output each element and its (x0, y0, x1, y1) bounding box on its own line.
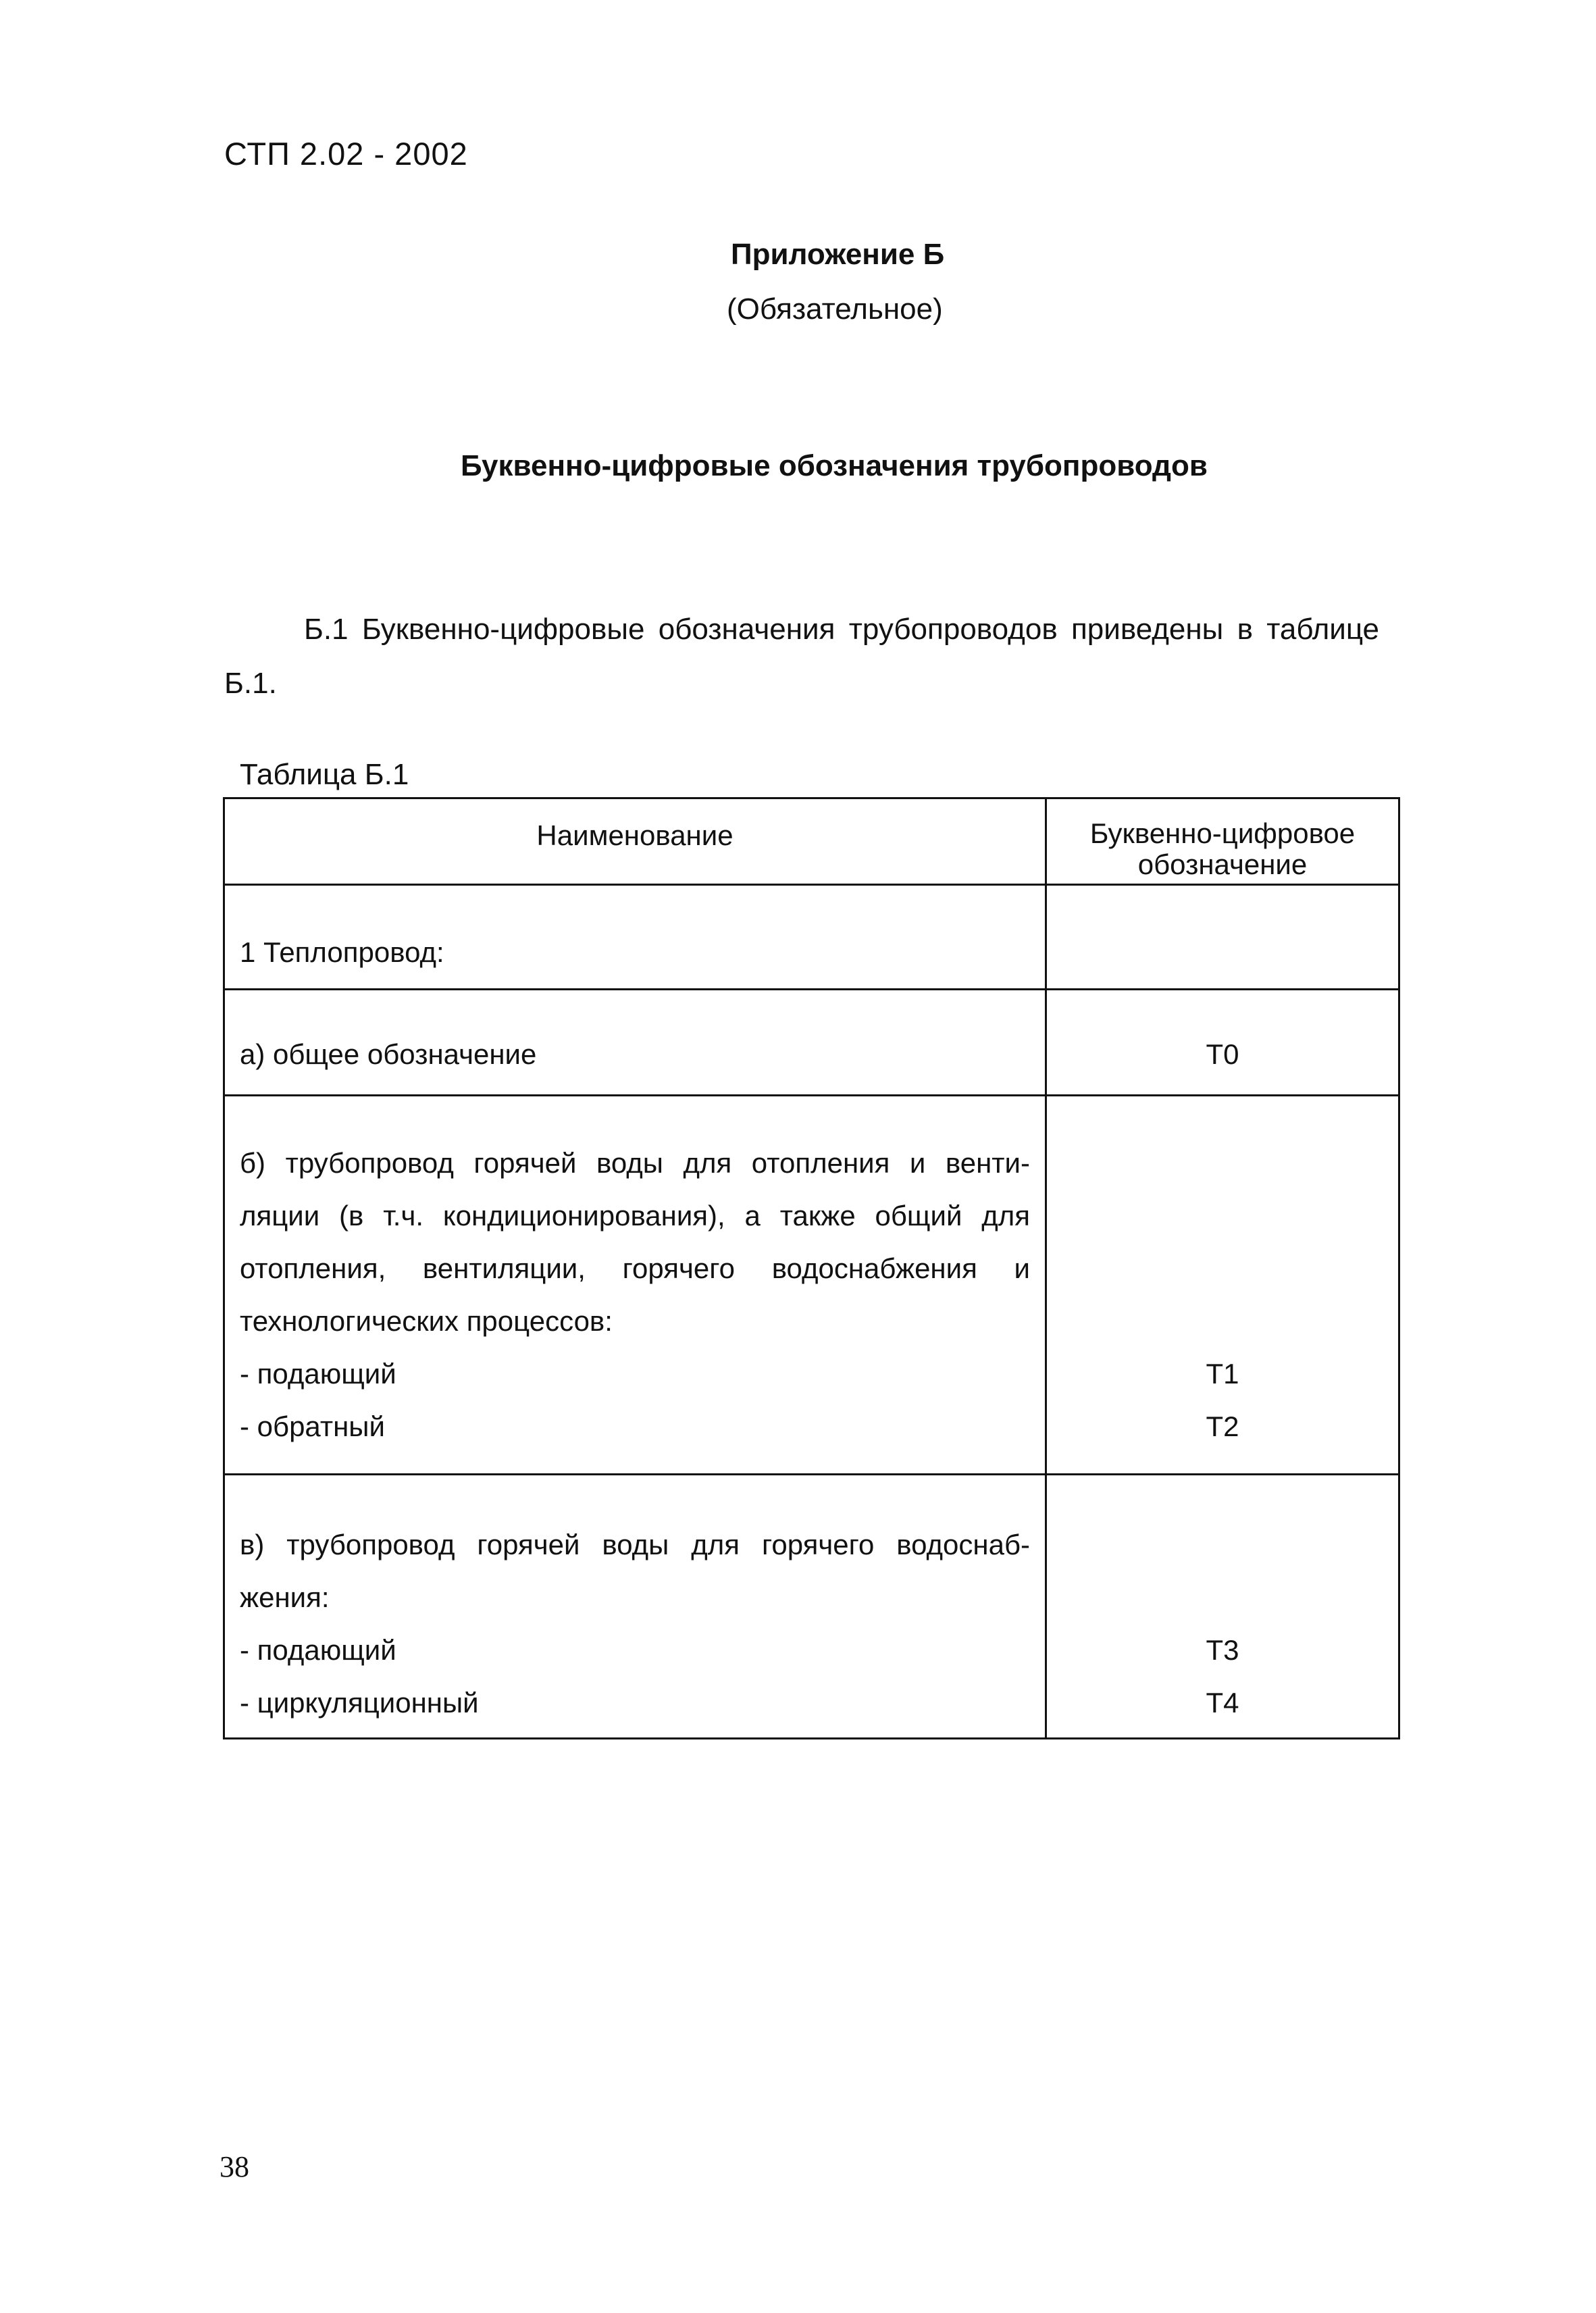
row-name-text: 1 Теплопровод: (240, 936, 444, 968)
table-row (224, 1475, 1399, 1739)
row-name-line: отопления, вентиляции, горячего водоснабжения и (240, 1252, 1030, 1284)
table-row (224, 885, 1399, 990)
table-header-row (224, 798, 1399, 885)
row-name-line: ляции (в т.ч. кондиционирования), а также общий для (240, 1200, 1030, 1231)
table-caption: Таблица Б.1 (240, 758, 409, 791)
row-name-cell (224, 990, 1046, 1096)
row-code-cell (1046, 1475, 1399, 1739)
row-name-line: - обратный (240, 1410, 385, 1442)
row-name-line: жения: (240, 1581, 330, 1613)
row-code-cell (1046, 990, 1399, 1096)
header-code-label-line1: Буквенно-цифровое (1089, 817, 1356, 849)
section-title: Буквенно-цифровые обозначения трубопроводов (461, 449, 1208, 482)
row-code-text: Т4 (1206, 1687, 1239, 1719)
row-code-cell (1046, 1096, 1399, 1475)
header-name-cell (224, 798, 1046, 885)
row-name-line: технологических процессов: (240, 1305, 613, 1337)
table-row (224, 990, 1399, 1096)
row-code-cell (1046, 885, 1399, 990)
designations-table (223, 797, 1400, 1739)
row-name-line: - подающий (240, 1634, 396, 1666)
row-name-line: в) трубопровод горячей воды для горячего водоснаб- (240, 1529, 1030, 1560)
row-code-text: Т1 (1206, 1358, 1239, 1390)
row-name-text: а) общее обозначение (240, 1038, 537, 1070)
row-name-line: - циркуляционный (240, 1687, 479, 1719)
appendix-status: (Обязательное) (727, 293, 943, 326)
row-name-cell (224, 1475, 1046, 1739)
document-code: СТП 2.02 - 2002 (224, 136, 468, 172)
page-number: 38 (220, 2150, 249, 2183)
table-row (224, 1096, 1399, 1475)
row-name-line: - подающий (240, 1358, 396, 1390)
row-code-text: Т0 (1206, 1038, 1239, 1070)
intro-paragraph: Б.1 Буквенно-цифровые обозначения трубопроводов приведены в таблице Б.1. (224, 613, 1379, 700)
header-code-label-line2: обозначение (1137, 848, 1308, 880)
row-name-line: б) трубопровод горячей воды для отопления и венти- (240, 1147, 1030, 1179)
row-code-text: Т2 (1206, 1410, 1239, 1442)
appendix-title: Приложение Б (731, 238, 945, 271)
header-name-label: Наименование (536, 819, 733, 851)
row-code-text (1047, 886, 1398, 938)
header-code-cell (1046, 798, 1399, 885)
row-code-text: Т3 (1206, 1634, 1239, 1666)
row-name-cell (224, 885, 1046, 990)
row-name-cell (224, 1096, 1046, 1475)
